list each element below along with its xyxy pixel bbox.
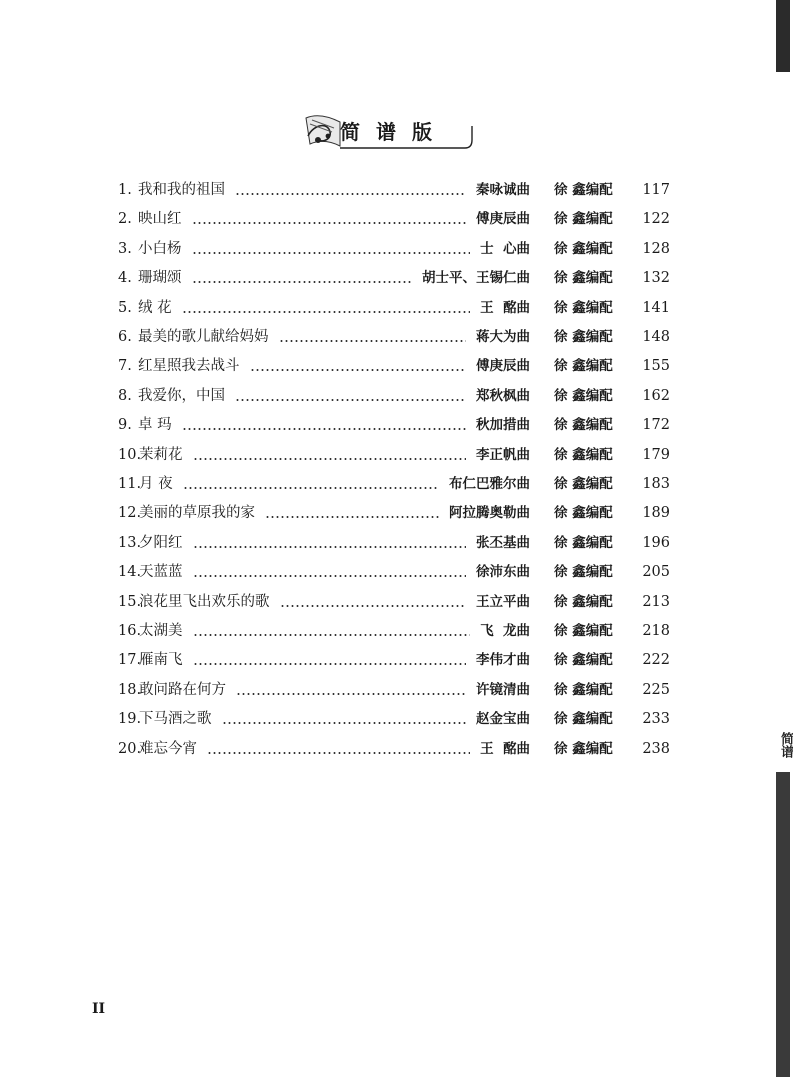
toc-entry[interactable] [118,737,670,761]
entry-arranger: 徐 鑫编配 [554,358,613,374]
entry-arranger: 徐 鑫编配 [554,623,613,639]
entry-composer: 胡士平、王锡仁曲 [422,270,530,286]
entry-number: 19. [118,711,142,727]
toc-entry[interactable] [118,443,670,467]
entry-number: 14. [118,564,142,580]
dot-leader [235,399,466,401]
toc-entry[interactable] [118,590,670,614]
entry-composer: 李正帆曲 [476,447,530,463]
entry-page-number: 222 [642,652,670,668]
entry-arranger: 徐 鑫编配 [554,211,613,227]
entry-arranger: 徐 鑫编配 [554,182,613,198]
entry-composer: 傅庚辰曲 [476,358,530,374]
entry-number: 7. [118,358,132,374]
dot-leader [193,575,467,577]
toc-entry[interactable] [118,384,670,408]
entry-composer: 李伟才曲 [476,652,530,668]
dot-leader [192,222,467,224]
dot-leader [192,281,413,283]
entry-arranger: 徐 鑫编配 [554,447,613,463]
entry-page-number: 162 [642,388,670,404]
entry-page-number: 148 [642,329,670,345]
entry-composer: 郑秋枫曲 [476,388,530,404]
dot-leader [279,340,467,342]
entry-title: 美丽的草原我的家 [139,505,255,521]
entry-composer: 飞 龙曲 [480,623,530,639]
toc-entry[interactable] [118,178,670,202]
entry-composer: 王 酩曲 [480,741,530,757]
entry-arranger: 徐 鑫编配 [554,270,613,286]
entry-arranger: 徐 鑫编配 [554,300,613,316]
entry-composer: 许镜清曲 [476,682,530,698]
entry-title: 红星照我去战斗 [138,358,240,374]
entry-number: 8. [118,388,132,404]
entry-number: 9. [118,417,132,433]
entry-number: 12. [118,505,142,521]
toc-entry[interactable] [118,678,670,702]
entry-title: 最美的歌儿献给妈妈 [138,329,269,345]
entry-number: 10. [118,447,142,463]
toc-entry[interactable] [118,354,670,378]
toc-entry[interactable] [118,413,670,437]
dot-leader [193,634,471,636]
entry-arranger: 徐 鑫编配 [554,417,613,433]
edge-thumb-label [776,728,793,772]
entry-page-number: 233 [642,711,670,727]
entry-composer: 阿拉腾奥勒曲 [449,505,530,521]
entry-composer: 布仁巴雅尔曲 [449,476,530,492]
entry-number: 18. [118,682,142,698]
entry-number: 17. [118,652,142,668]
entry-title: 绒 花 [138,300,172,316]
entry-arranger: 徐 鑫编配 [554,329,613,345]
dot-leader [250,369,467,371]
entry-title: 映山红 [138,211,182,227]
entry-composer: 秦咏诚曲 [476,182,530,198]
dot-leader [265,516,439,518]
toc-entry[interactable] [118,237,670,261]
dot-leader [193,663,467,665]
entry-composer: 秋加措曲 [476,417,530,433]
entry-page-number: 117 [642,182,670,198]
dot-leader [192,252,471,254]
toc-entry[interactable] [118,325,670,349]
entry-page-number: 238 [642,741,670,757]
entry-number: 16. [118,623,142,639]
entry-composer: 士 心曲 [480,241,530,257]
dot-leader [193,458,467,460]
entry-arranger: 徐 鑫编配 [554,682,613,698]
entry-composer: 王 酩曲 [480,300,530,316]
entry-page-number: 122 [642,211,670,227]
entry-arranger: 徐 鑫编配 [554,388,613,404]
entry-page-number: 155 [642,358,670,374]
entry-title: 太湖美 [139,623,183,639]
entry-number: 11. [118,476,142,492]
entry-title: 敢问路在何方 [139,682,226,698]
entry-page-number: 128 [642,241,670,257]
entry-page-number: 196 [642,535,670,551]
section-heading [300,108,475,156]
entry-number: 2. [118,211,132,227]
entry-title: 下马酒之歌 [139,711,212,727]
entry-arranger: 徐 鑫编配 [554,652,613,668]
entry-title: 卓 玛 [138,417,172,433]
entry-arranger: 徐 鑫编配 [554,505,613,521]
toc-entry[interactable] [118,648,670,672]
section-title: 简谱版 [340,120,448,144]
entry-title: 珊瑚颂 [138,270,182,286]
entry-number: 4. [118,270,132,286]
toc-entry[interactable] [118,707,670,731]
dot-leader [280,605,467,607]
entry-number: 5. [118,300,132,316]
toc-entry[interactable] [118,531,670,555]
entry-composer: 徐沛东曲 [476,564,530,580]
page-number: II [92,1001,106,1017]
entry-title: 茉莉花 [139,447,183,463]
dot-leader [236,693,466,695]
entry-title: 浪花里飞出欢乐的歌 [139,594,270,610]
dot-leader [193,546,467,548]
entry-arranger: 徐 鑫编配 [554,535,613,551]
entry-page-number: 172 [642,417,670,433]
entry-page-number: 183 [642,476,670,492]
entry-title: 夕阳红 [139,535,183,551]
entry-arranger: 徐 鑫编配 [554,711,613,727]
entry-number: 1. [118,182,132,198]
entry-arranger: 徐 鑫编配 [554,241,613,257]
edge-thumb-tab [776,0,790,72]
entry-page-number: 179 [642,447,670,463]
dot-leader [235,193,466,195]
toc-entry[interactable] [118,501,670,525]
toc-entry[interactable] [118,266,670,290]
entry-number: 20. [118,741,142,757]
toc-entry[interactable] [118,472,670,496]
entry-composer: 傅庚辰曲 [476,211,530,227]
dot-leader [222,722,467,724]
entry-title: 天蓝蓝 [139,564,183,580]
entry-arranger: 徐 鑫编配 [554,594,613,610]
entry-number: 6. [118,329,132,345]
entry-number: 3. [118,241,132,257]
toc-entry[interactable] [118,619,670,643]
entry-page-number: 141 [642,300,670,316]
entry-composer: 王立平曲 [476,594,530,610]
entry-title: 难忘今宵 [139,741,197,757]
dot-leader [182,428,466,430]
entry-composer: 蒋大为曲 [476,329,530,345]
entry-arranger: 徐 鑫编配 [554,564,613,580]
entry-page-number: 213 [642,594,670,610]
entry-title: 雁南飞 [139,652,183,668]
entry-title: 我爱你，中国 [138,388,225,404]
entry-page-number: 205 [642,564,670,580]
entry-composer: 张丕基曲 [476,535,530,551]
entry-title: 小白杨 [138,241,182,257]
entry-composer: 赵金宝曲 [476,711,530,727]
entry-number: 13. [118,535,142,551]
entry-page-number: 225 [642,682,670,698]
entry-arranger: 徐 鑫编配 [554,476,613,492]
entry-arranger: 徐 鑫编配 [554,741,613,757]
entry-page-number: 189 [642,505,670,521]
edge-thumb-strip [776,728,790,1077]
entry-number: 15. [118,594,142,610]
entry-page-number: 218 [642,623,670,639]
entry-title: 月 夜 [139,476,173,492]
entry-title: 我和我的祖国 [138,182,225,198]
dot-leader [207,752,470,754]
edge-thumb-text: 简谱 [778,732,793,758]
toc-entry[interactable] [118,207,670,231]
dot-leader [182,311,470,313]
toc-entry[interactable] [118,560,670,584]
dot-leader [183,487,439,489]
toc-entry[interactable] [118,296,670,320]
entry-page-number: 132 [642,270,670,286]
